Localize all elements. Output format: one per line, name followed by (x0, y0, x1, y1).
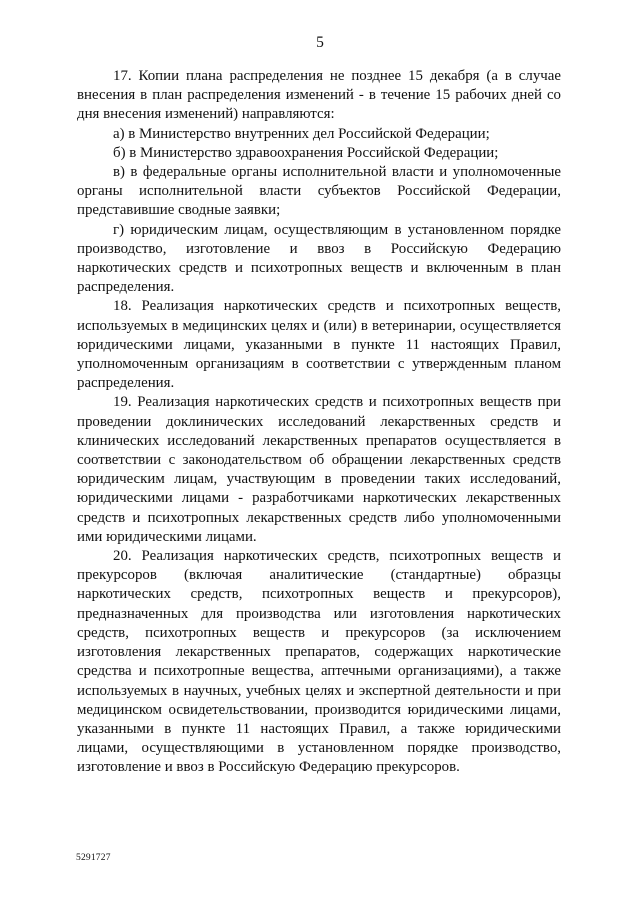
page-number: 5 (316, 34, 324, 51)
list-item-g: г) юридическим лицам, осуществляющим в установленном порядке производство, изготовление и ввоз в Российскую Федерацию наркотических средств и психотропных веществ и включенным в план распределения. (77, 221, 561, 296)
document-body (77, 67, 561, 778)
paragraph-19: 19. Реализация наркотических средств и психотропных веществ при проведении доклинических исследований лекарственных средств и клинических исследований лекарственных препаратов осуществляется в соответствии с законодательством об обращении лекарственных средств юридическим лицам, участвующим в проведении таких исследований, юридическими лицами - разработчиками наркотических лекарственных средств и психотропных лекарственных средств либо уполномоченными ими юридическими лицами. (77, 394, 561, 545)
list-item-b: б) в Министерство здравоохранения Российской Федерации; (113, 144, 499, 161)
paragraph-20: 20. Реализация наркотических средств, психотропных веществ и прекурсоров (включая аналитические (стандартные) образцы наркотических средств, психотропных веществ и прекурсоров), предназначенных для производства или изготовления наркотических средств, психотропных веществ и прекурсоров (за исключением изготовления лекарственных препаратов, содержащих наркотические средства и психотропные вещества, аптечными организациями), а также используемых в научных, учебных целях и экспертной деятельности и при медицинском освидетельствовании, производится юридическими лицами, указанными в пункте 11 настоящих Правил, а также юридическими лицами, осуществляющими в установленном порядке производство, изготовление и ввоз в Российскую Федерацию прекурсоров. (77, 548, 561, 776)
list-item-a: а) в Министерство внутренних дел Российской Федерации; (113, 125, 490, 142)
paragraph-18: 18. Реализация наркотических средств и психотропных веществ, используемых в медицинских целях и (или) в ветеринарии, осуществляется юридическими лицами, указанными в пункте 11 настоящих Правил, уполномоченным организациям в соответствии с утвержденным планом распределения. (77, 298, 561, 392)
list-item-v: в) в федеральные органы исполнительной власти и уполномоченные органы исполнительной власти субъектов Российской Федерации, представившие сводные заявки; (77, 164, 561, 219)
paragraph-17: 17. Копии плана распределения не позднее 15 декабря (а в случае внесения в план распределения изменений - в течение 15 рабочих дней со дня внесения изменений) направляются: (77, 68, 561, 123)
document-id: 5291727 (76, 853, 111, 863)
